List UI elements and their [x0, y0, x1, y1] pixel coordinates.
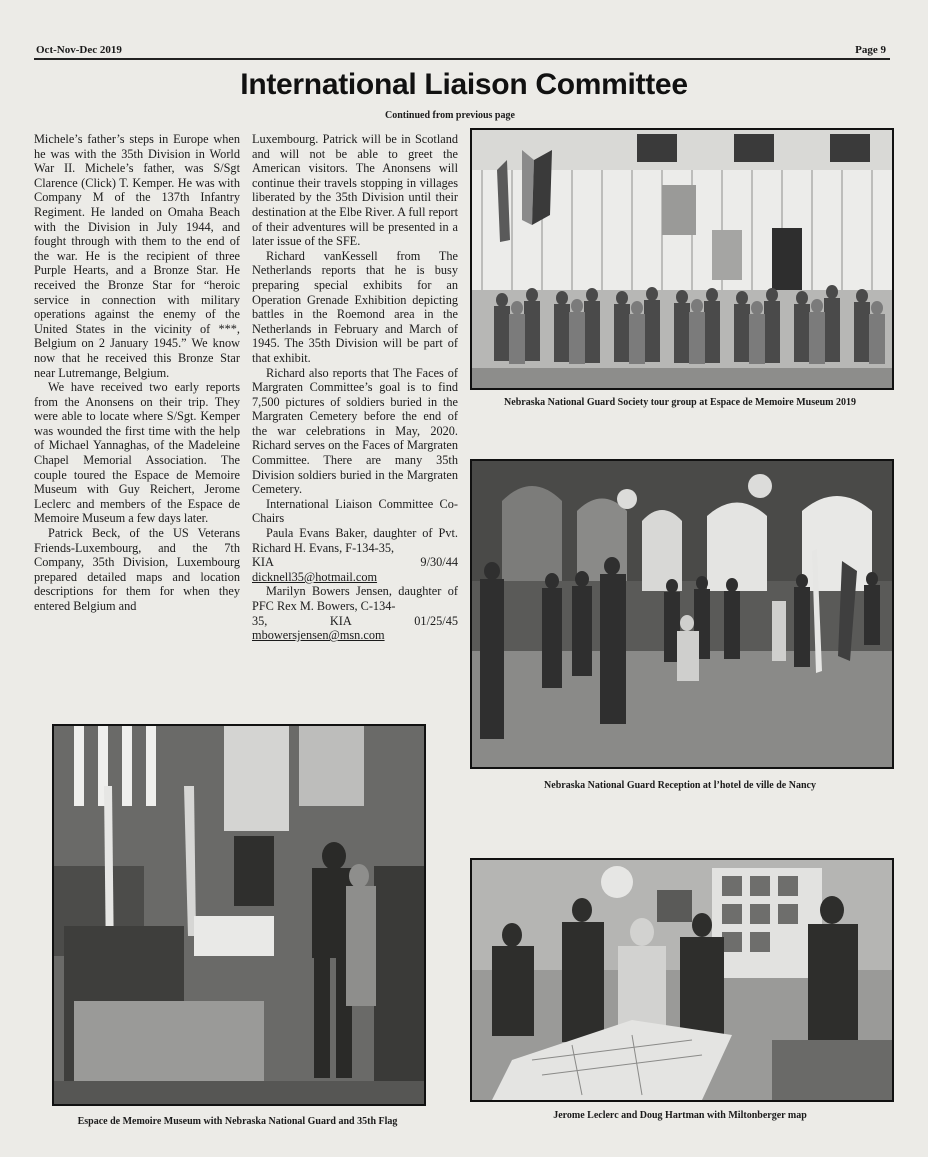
chair-1-text: Paula Evans Baker, daughter of Pvt. Richard H. Evans, F-134-35, — [252, 526, 458, 555]
paragraph: Patrick Beck, of the US Veterans Friends-Luxembourg, and the 7th Company, 35th Division, Luxembourg prepared detailed maps and location descriptions for them for when they entered Belgium and — [34, 526, 240, 613]
caption-photo-2: Nebraska National Guard Reception at l’hotel de ville de Nancy — [544, 780, 816, 791]
chair-1-kia: KIA — [252, 555, 274, 570]
caption-photo-1: Nebraska National Guard Society tour group at Espace de Memoire Museum 2019 — [504, 397, 856, 408]
photo-tour-group — [470, 128, 894, 390]
chair-2 — [252, 584, 458, 642]
photo-map — [470, 858, 894, 1102]
paragraph: We have received two early reports from the Anonsens on their trip. They were able to locate where S/Sgt. Kemper was wounded the first time with the help of Michael Yannaghas, of the Madeleine Chapel Memorial Association. The couple toured the Espace de Memoire Museum with Guy Reichert, Jerome Leclerc and members of the Espace de Memoire Museum a few days later. — [34, 380, 240, 526]
issue-date: Oct-Nov-Dec 2019 — [36, 44, 122, 56]
article-column-1 — [34, 132, 240, 614]
article-title: International Liaison Committee — [240, 68, 688, 101]
chair-2-kia: KIA — [329, 613, 352, 628]
paragraph: Richard vanKessell from The Netherlands reports that he is busy preparing special exhibits for an Operation Grenade Exhibition depicting battles in the Roemond area in the Netherlands in February and March of 1945. The 35th Division will be part of that exhibit. — [252, 248, 458, 365]
chair-1-email[interactable]: dicknell35@hotmail.com — [252, 569, 378, 584]
page-number: Page 9 — [855, 44, 886, 56]
chair-2-date: 01/25/45 — [414, 613, 458, 628]
continued-note: Continued from previous page — [385, 110, 515, 121]
chair-1-date: 9/30/44 — [420, 555, 458, 570]
header-rule — [34, 58, 890, 60]
photo-reception — [470, 459, 894, 769]
chair-2-unit: 35, — [252, 613, 268, 628]
paragraph: International Liaison Committee Co-Chairs — [252, 496, 458, 526]
chair-2-email[interactable]: mbowersjensen@msn.com — [252, 628, 385, 643]
caption-photo-3: Espace de Memoire Museum with Nebraska National Guard and 35th Flag — [77, 1116, 398, 1127]
chair-2-text: Marilyn Bowers Jensen, daughter of PFC Rex M. Bowers, C-134- — [252, 584, 458, 613]
photo-museum — [52, 724, 426, 1106]
paragraph: Michele’s father’s steps in Europe when he was with the 35th Division in World War II. Michele’s father, was S/Sgt Clarence (Click) T. Kemper. He was with Company M of the 137th Infantry Regiment. He landed on Omaha Beach with the Division in July 1944, and fought through with them to the end of the war. He is the recipient of three Purple Hearts, and a Bronze Star. He received the Bronze Star for “heroic service in connection with military operations against the enemy of the United States in the vicinity of ***, Belgium on 2 January 1945.” We know now that he received this Bronze Star near Lutremange, Belgium. — [34, 132, 240, 380]
article-column-2 — [252, 132, 458, 643]
caption-photo-4: Jerome Leclerc and Doug Hartman with Miltonberger map — [553, 1110, 807, 1121]
paragraph: Richard also reports that The Faces of Margraten Committee’s goal is to find 7,500 pictures of soldiers buried in the Margraten Cemetery before the end of the war celebrations in May, 2020. Richard serves on the Faces of Margraten Committee. There are many 35th Division soldiers buried in the Margraten Cemetery. — [252, 365, 458, 497]
paragraph: Luxembourg. Patrick will be in Scotland and will not be able to greet the American visitors. The Anonsens will continue their travels stopping in villages liberated by the 35th Division until their destination at the Elbe River. A full report of their adventures will be presented in a later issue of the SFE. — [252, 132, 458, 249]
chair-1 — [252, 526, 458, 584]
